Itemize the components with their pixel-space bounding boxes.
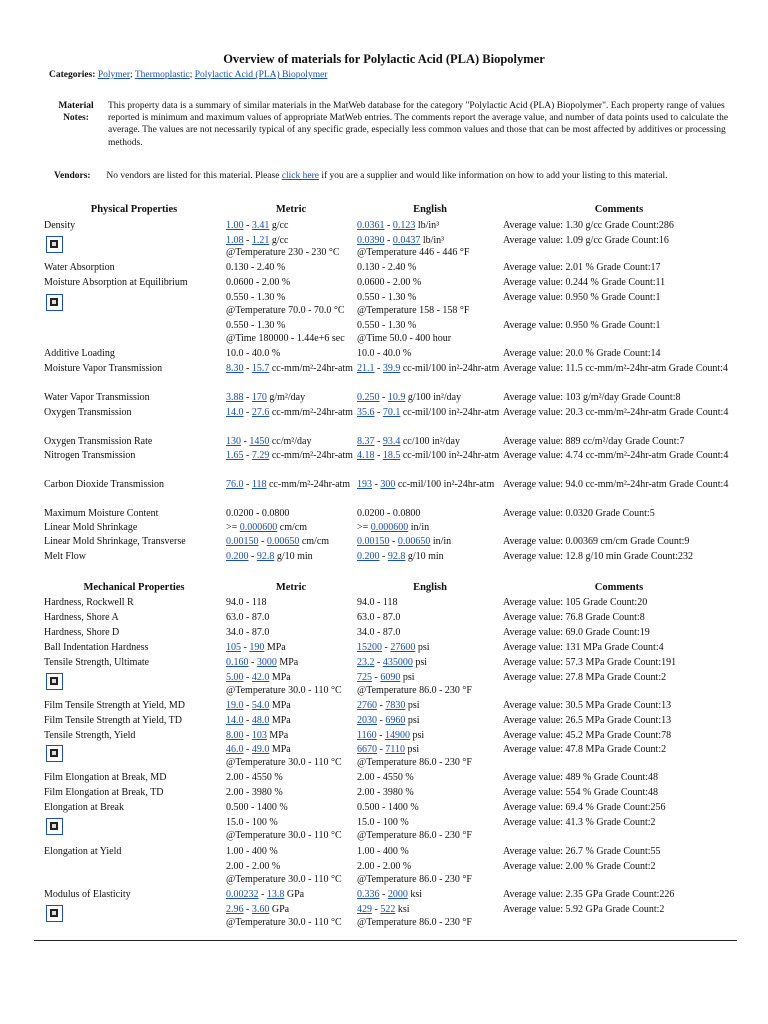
value-link[interactable]: 2030	[357, 715, 377, 726]
comment-text: Average value: 105 Grade Count:20	[503, 597, 648, 608]
value-link[interactable]: 0.160	[226, 657, 249, 668]
value-link[interactable]: 1.21	[251, 235, 270, 246]
property-row	[0, 363, 768, 377]
comment-text: Average value: 20.0 % Grade Count:14	[503, 348, 661, 359]
comment-text: Average value: 69.4 % Grade Count:256	[503, 802, 666, 813]
value-link[interactable]: 7830	[385, 700, 406, 711]
property-name: Oxygen Transmission Rate	[44, 436, 153, 447]
property-row	[0, 292, 768, 306]
property-row	[0, 247, 768, 261]
english-value: 0.550 - 1.30 %	[357, 292, 417, 303]
english-value: 23.2 - 435000 psi	[357, 657, 428, 668]
english-value: 0.200 - 92.8 g/10 min	[357, 551, 444, 562]
property-row	[0, 917, 768, 931]
metric-value: 2.00 - 4550 %	[226, 772, 283, 783]
english-value: @Temperature 86.0 - 230 °F	[357, 917, 472, 928]
property-row	[0, 715, 768, 729]
english-value: 0.336 - 2000 ksi	[357, 889, 423, 900]
property-row	[0, 522, 768, 536]
value-link[interactable]: 105	[226, 642, 241, 653]
value-link[interactable]: 0.0390	[357, 235, 385, 246]
value-link[interactable]: 39.9	[382, 363, 401, 374]
value-link[interactable]: 4.18	[357, 450, 375, 461]
metric-value: 105 - 190 MPa	[226, 642, 286, 653]
value-link[interactable]: 0.00150	[357, 536, 390, 547]
value-link[interactable]: 15.7	[251, 363, 270, 374]
property-name: Maximum Moisture Content	[44, 508, 159, 519]
comment-text: Average value: 0.244 % Grade Count:11	[503, 277, 666, 288]
value-link[interactable]: 0.000600	[370, 522, 409, 533]
value-link[interactable]: 1.65	[226, 450, 244, 461]
value-link[interactable]: 0.0361	[357, 220, 385, 231]
property-name: Water Vapor Transmission	[44, 392, 150, 403]
value-link[interactable]: 5.00	[226, 672, 244, 683]
english-value: 0.0600 - 2.00 %	[357, 277, 422, 288]
chart-icon[interactable]	[46, 673, 63, 690]
property-row	[0, 730, 768, 744]
comment-text: Average value: 1.30 g/cc Grade Count:286	[503, 220, 674, 231]
metric-value: 14.0 - 48.0 MPa	[226, 715, 291, 726]
english-value: 2.00 - 3980 %	[357, 787, 414, 798]
comment-text: Average value: 889 cc/m²/day Grade Count:7	[503, 436, 685, 447]
english-value: @Temperature 158 - 158 °F	[357, 305, 470, 316]
property-row	[0, 757, 768, 771]
value-link[interactable]: 15200	[357, 642, 382, 653]
comment-text: Average value: 2.01 % Grade Count:17	[503, 262, 661, 273]
value-link[interactable]: 0.00150	[226, 536, 259, 547]
value-link[interactable]: 435000	[382, 657, 413, 668]
english-value: @Temperature 86.0 - 230 °F	[357, 830, 472, 841]
comment-text: Average value: 41.3 % Grade Count:2	[503, 817, 656, 828]
comment-text: Average value: 47.8 MPa Grade Count:2	[503, 744, 667, 755]
property-row	[0, 262, 768, 276]
value-link[interactable]: 0.200	[357, 551, 380, 562]
comments-heading: Comments	[594, 204, 644, 215]
click-here-link[interactable]: click here	[281, 171, 319, 181]
english-value: 63.0 - 87.0	[357, 612, 401, 623]
english-value: 94.0 - 118	[357, 597, 398, 608]
english-value: 2760 - 7830 psi	[357, 700, 420, 711]
metric-value: 34.0 - 87.0	[226, 627, 270, 638]
metric-value: @Temperature 30.0 - 110 °C	[226, 757, 342, 768]
property-row	[0, 392, 768, 406]
english-value: 1160 - 14900 psi	[357, 730, 425, 741]
english-heading: English	[413, 582, 447, 593]
comment-text: Average value: 57.3 MPa Grade Count:191	[503, 657, 677, 668]
value-link[interactable]: 118	[251, 479, 267, 490]
metric-value: 8.30 - 15.7 cc-mm/m²-24hr-atm	[226, 363, 353, 374]
value-link[interactable]: 27.6	[251, 407, 270, 418]
property-name: Hardness, Shore A	[44, 612, 119, 623]
physical-properties-heading: Physical Properties	[90, 204, 178, 215]
value-link[interactable]: 2000	[387, 889, 408, 900]
property-name: Water Absorption	[44, 262, 115, 273]
metric-value: 14.0 - 27.6 cc-mm/m²-24hr-atm	[226, 407, 353, 418]
metric-value: @Temperature 30.0 - 110 °C	[226, 685, 342, 696]
property-row	[0, 612, 768, 626]
comment-text: Average value: 0.00369 cm/cm Grade Count:9	[503, 536, 690, 547]
english-value: 0.500 - 1400 %	[357, 802, 419, 813]
property-name: Elongation at Break	[44, 802, 124, 813]
vendors-row	[54, 171, 668, 181]
comment-text: Average value: 76.8 Grade Count:8	[503, 612, 645, 623]
value-link[interactable]: 2.96	[226, 904, 244, 915]
property-row	[0, 700, 768, 714]
property-row	[0, 305, 768, 319]
property-row	[0, 436, 768, 450]
value-link[interactable]: 0.00650	[397, 536, 431, 547]
english-value: 0.0361 - 0.123 lb/in³	[357, 220, 440, 231]
value-link[interactable]: 23.2	[357, 657, 375, 668]
metric-value: 1.08 - 1.21 g/cc	[226, 235, 289, 246]
english-value: @Temperature 86.0 - 230 °F	[357, 685, 472, 696]
chart-icon[interactable]	[46, 905, 63, 922]
metric-value: 15.0 - 100 %	[226, 817, 278, 828]
metric-value: 0.500 - 1400 %	[226, 802, 288, 813]
chart-icon[interactable]	[46, 818, 63, 835]
value-link[interactable]: 1.00	[226, 220, 244, 231]
property-row	[0, 802, 768, 816]
metric-value: 0.200 - 92.8 g/10 min	[226, 551, 313, 562]
property-row	[0, 685, 768, 699]
value-link[interactable]: 48.0	[251, 715, 270, 726]
value-link[interactable]: 46.0	[226, 744, 244, 755]
mechanical-header-row	[0, 582, 768, 596]
metric-value: 46.0 - 49.0 MPa	[226, 744, 291, 755]
value-link[interactable]: 19.0	[226, 700, 244, 711]
value-link[interactable]: 193	[357, 479, 372, 490]
value-link[interactable]: 0.123	[392, 220, 416, 231]
metric-value: 0.0600 - 2.00 %	[226, 277, 291, 288]
metric-value: 19.0 - 54.0 MPa	[226, 700, 291, 711]
divider	[34, 940, 737, 941]
english-value: 35.6 - 70.1 cc-mil/100 in²-24hr-atm	[357, 407, 500, 418]
comment-text: Average value: 0.950 % Grade Count:1	[503, 292, 661, 303]
property-row	[0, 277, 768, 291]
english-value: 0.550 - 1.30 %	[357, 320, 417, 331]
comments-heading: Comments	[594, 582, 644, 593]
vendors-text-after: if you are a supplier and would like information on how to add your listing to this material.	[319, 171, 668, 181]
property-name: Melt Flow	[44, 551, 86, 562]
property-row	[0, 450, 768, 464]
property-name: Density	[44, 220, 76, 231]
property-row	[0, 407, 768, 421]
value-link[interactable]: 8.00	[226, 730, 244, 741]
property-row	[0, 333, 768, 347]
value-link[interactable]: 1.08	[226, 235, 244, 246]
property-row	[0, 348, 768, 362]
english-value: 429 - 522 ksi	[357, 904, 410, 915]
metric-value: 130 - 1450 cc/m²/day	[226, 436, 312, 447]
metric-value: 2.00 - 2.00 %	[226, 861, 281, 872]
property-row	[0, 889, 768, 903]
value-link[interactable]: 6670	[357, 744, 377, 755]
property-row	[0, 846, 768, 860]
property-row	[0, 642, 768, 656]
property-row	[0, 627, 768, 641]
metric-value: @Temperature 230 - 230 °C	[226, 247, 340, 258]
property-name: Film Elongation at Break, MD	[44, 772, 167, 783]
value-link[interactable]: 130	[226, 436, 241, 447]
property-row	[0, 508, 768, 522]
property-name: Tensile Strength, Ultimate	[44, 657, 150, 668]
mechanical-properties-heading: Mechanical Properties	[83, 582, 185, 593]
metric-value: 63.0 - 87.0	[226, 612, 270, 623]
metric-heading: Metric	[275, 582, 307, 593]
value-link[interactable]: 35.6	[357, 407, 375, 418]
english-value: 34.0 - 87.0	[357, 627, 401, 638]
metric-value: 0.00150 - 0.00650 cm/cm	[226, 536, 330, 547]
comment-text: Average value: 0.950 % Grade Count:1	[503, 320, 661, 331]
property-name: Hardness, Rockwell R	[44, 597, 134, 608]
value-link[interactable]: 27600	[390, 642, 416, 653]
english-value: 10.0 - 40.0 %	[357, 348, 412, 359]
english-value: 15200 - 27600 psi	[357, 642, 430, 653]
value-link[interactable]: 92.8	[256, 551, 275, 562]
metric-value: 94.0 - 118	[226, 597, 267, 608]
metric-value: 0.160 - 3000 MPa	[226, 657, 299, 668]
comment-text: Average value: 4.74 cc-mm/m²-24hr-atm Grade Count:4	[503, 450, 729, 461]
value-link[interactable]: 0.00232	[226, 889, 259, 900]
property-name: Film Elongation at Break, TD	[44, 787, 164, 798]
value-link[interactable]: 429	[357, 904, 372, 915]
metric-value: 3.88 - 170 g/m²/day	[226, 392, 306, 403]
value-link[interactable]: 0.200	[226, 551, 249, 562]
chart-icon[interactable]	[46, 745, 63, 762]
property-name: Modulus of Elasticity	[44, 889, 131, 900]
english-value: 2030 - 6960 psi	[357, 715, 420, 726]
metric-heading: Metric	[275, 204, 307, 215]
english-value: @Temperature 86.0 - 230 °F	[357, 757, 472, 768]
value-link[interactable]: 6960	[385, 715, 406, 726]
value-link[interactable]: 54.0	[251, 700, 270, 711]
value-link[interactable]: 7.29	[251, 450, 270, 461]
property-name: Linear Mold Shrinkage	[44, 522, 138, 533]
value-link[interactable]: 522	[380, 904, 396, 915]
value-link[interactable]: 10.9	[387, 392, 406, 403]
value-link[interactable]: 21.1	[357, 363, 375, 374]
property-row	[0, 817, 768, 831]
metric-value: 0.0200 - 0.0800	[226, 508, 290, 519]
material-notes	[54, 100, 740, 149]
metric-value: 1.65 - 7.29 cc-mm/m²-24hr-atm	[226, 450, 353, 461]
english-value: 0.00150 - 0.00650 in/in	[357, 536, 452, 547]
value-link[interactable]: 18.5	[382, 450, 401, 461]
english-value: 15.0 - 100 %	[357, 817, 409, 828]
metric-value: 0.130 - 2.40 %	[226, 262, 286, 273]
property-name: Linear Mold Shrinkage, Transverse	[44, 536, 186, 547]
property-name: Film Tensile Strength at Yield, MD	[44, 700, 185, 711]
metric-value: >= 0.000600 cm/cm	[226, 522, 307, 533]
value-link[interactable]: 14.0	[226, 715, 244, 726]
property-name: Nitrogen Transmission	[44, 450, 136, 461]
value-link[interactable]: 103	[251, 730, 267, 741]
property-row	[0, 744, 768, 758]
property-row	[0, 861, 768, 875]
value-link[interactable]: 92.8	[387, 551, 406, 562]
property-row	[0, 772, 768, 786]
english-value: 2.00 - 2.00 %	[357, 861, 412, 872]
comment-text: Average value: 69.0 Grade Count:19	[503, 627, 650, 638]
english-value: @Temperature 446 - 446 °F	[357, 247, 470, 258]
property-row	[0, 657, 768, 671]
category-link-thermoplastic[interactable]: Thermoplastic	[134, 70, 190, 80]
metric-value: 0.00232 - 13.8 GPa	[226, 889, 305, 900]
value-link[interactable]: 0.336	[357, 889, 380, 900]
comment-text: Average value: 11.5 cc-mm/m²-24hr-atm Grade Count:4	[503, 363, 728, 374]
comment-text: Average value: 103 g/m²/day Grade Count:8	[503, 392, 681, 403]
value-link[interactable]: 76.0	[226, 479, 244, 490]
property-name: Oxygen Transmission	[44, 407, 132, 418]
comment-text: Average value: 0.0320 Grade Count:5	[503, 508, 655, 519]
property-name: Moisture Vapor Transmission	[44, 363, 163, 374]
property-name: Elongation at Yield	[44, 846, 122, 857]
metric-value: 8.00 - 103 MPa	[226, 730, 289, 741]
metric-value: 76.0 - 118 cc-mm/m²-24hr-atm	[226, 479, 351, 490]
value-link[interactable]: 0.000600	[239, 522, 278, 533]
category-link-polymer[interactable]: Polymer	[97, 70, 131, 80]
value-link[interactable]: 93.4	[382, 436, 401, 447]
comment-text: Average value: 45.2 MPa Grade Count:78	[503, 730, 672, 741]
english-value: 21.1 - 39.9 cc-mil/100 in²-24hr-atm	[357, 363, 500, 374]
metric-value: @Time 180000 - 1.44e+6 sec	[226, 333, 345, 344]
property-row	[0, 551, 768, 565]
metric-value: 5.00 - 42.0 MPa	[226, 672, 291, 683]
value-link[interactable]: 190	[249, 642, 265, 653]
property-name: Tensile Strength, Yield	[44, 730, 136, 741]
english-value: 193 - 300 cc-mil/100 in²-24hr-atm	[357, 479, 495, 490]
english-heading: English	[413, 204, 447, 215]
value-link[interactable]: 1450	[249, 436, 270, 447]
comment-text: Average value: 26.5 MPa Grade Count:13	[503, 715, 672, 726]
comment-text: Average value: 26.7 % Grade Count:55	[503, 846, 661, 857]
metric-value: 0.550 - 1.30 %	[226, 320, 286, 331]
comment-text: Average value: 12.8 g/10 min Grade Count:232	[503, 551, 694, 562]
value-link[interactable]: 300	[380, 479, 396, 490]
property-row	[0, 597, 768, 611]
value-link[interactable]: 170	[251, 392, 267, 403]
property-row	[0, 220, 768, 234]
chart-icon[interactable]	[46, 294, 63, 311]
value-link[interactable]: 0.0437	[392, 235, 421, 246]
property-name: Carbon Dioxide Transmission	[44, 479, 165, 490]
value-link[interactable]: 3000	[256, 657, 277, 668]
property-row	[0, 536, 768, 550]
value-link[interactable]: 13.8	[266, 889, 285, 900]
value-link[interactable]: 42.0	[251, 672, 270, 683]
english-value: 1.00 - 400 %	[357, 846, 409, 857]
metric-value: 1.00 - 400 %	[226, 846, 278, 857]
english-value: 0.250 - 10.9 g/100 in²/day	[357, 392, 462, 403]
metric-value: 2.96 - 3.60 GPa	[226, 904, 290, 915]
metric-value: @Temperature 30.0 - 110 °C	[226, 917, 342, 928]
material-notes-text: This property data is a summary of similar materials in the MatWeb database for the category "Polylactic Acid (PLA) Biopolymer". Each property range of values reported is minimum and maximum values of appropriate MatWeb entries. The comments report the average value, and number of data points used to calculate the average. The values are not necessarily typical of any specific grade, especially less common values and those that can be most affected by additives or processing methods.	[108, 101, 729, 148]
material-notes-label: Material Notes:	[58, 101, 94, 123]
category-link-pla[interactable]: Polylactic Acid (PLA) Biopolymer	[194, 70, 328, 80]
value-link[interactable]: 6090	[380, 672, 401, 683]
english-value: @Time 50.0 - 400 hour	[357, 333, 452, 344]
property-row	[0, 672, 768, 686]
english-value: >= 0.000600 in/in	[357, 522, 430, 533]
comment-text: Average value: 2.00 % Grade Count:2	[503, 861, 656, 872]
metric-value: @Temperature 30.0 - 110 °C	[226, 830, 342, 841]
metric-value: @Temperature 30.0 - 110 °C	[226, 874, 342, 885]
metric-value: 2.00 - 3980 %	[226, 787, 283, 798]
comment-text: Average value: 131 MPa Grade Count:4	[503, 642, 664, 653]
value-link[interactable]: 8.37	[357, 436, 375, 447]
property-row	[0, 874, 768, 888]
comment-text: Average value: 94.0 cc-mm/m²-24hr-atm Grade Count:4	[503, 479, 729, 490]
property-name: Additive Loading	[44, 348, 115, 359]
value-link[interactable]: 14900	[384, 730, 410, 741]
metric-value: @Temperature 70.0 - 70.0 °C	[226, 305, 345, 316]
property-name: Moisture Absorption at Equilibrium	[44, 277, 188, 288]
comment-text: Average value: 27.8 MPa Grade Count:2	[503, 672, 667, 683]
value-link[interactable]: 3.88	[226, 392, 244, 403]
comment-text: Average value: 2.35 GPa Grade Count:226	[503, 889, 675, 900]
value-link[interactable]: 0.250	[357, 392, 380, 403]
english-value: 0.130 - 2.40 %	[357, 262, 417, 273]
categories-row: Categories: Polymer; Thermoplastic; Polylactic Acid (PLA) Biopolymer	[49, 70, 328, 80]
property-name: Hardness, Shore D	[44, 627, 120, 638]
property-row	[0, 787, 768, 801]
english-value: 0.0390 - 0.0437 lb/in³	[357, 235, 445, 246]
vendors-label: Vendors:	[54, 171, 91, 181]
physical-header-row	[0, 204, 768, 218]
value-link[interactable]: 2760	[357, 700, 377, 711]
english-value: 725 - 6090 psi	[357, 672, 415, 683]
metric-value: 1.00 - 3.41 g/cc	[226, 220, 289, 231]
property-name: Film Tensile Strength at Yield, TD	[44, 715, 182, 726]
value-link[interactable]: 1160	[357, 730, 377, 741]
property-row	[0, 904, 768, 918]
value-link[interactable]: 7110	[385, 744, 405, 755]
value-link[interactable]: 0.00650	[266, 536, 300, 547]
property-row	[0, 320, 768, 334]
comment-text: Average value: 1.09 g/cc Grade Count:16	[503, 235, 669, 246]
english-value: 4.18 - 18.5 cc-mil/100 in²-24hr-atm	[357, 450, 500, 461]
english-value: @Temperature 86.0 - 230 °F	[357, 874, 472, 885]
metric-value: 0.550 - 1.30 %	[226, 292, 286, 303]
value-link[interactable]: 3.60	[251, 904, 270, 915]
metric-value: 10.0 - 40.0 %	[226, 348, 281, 359]
value-link[interactable]: 725	[357, 672, 372, 683]
comment-text: Average value: 489 % Grade Count:48	[503, 772, 659, 783]
comment-text: Average value: 5.92 GPa Grade Count:2	[503, 904, 665, 915]
value-link[interactable]: 8.30	[226, 363, 244, 374]
categories-label: Categories:	[49, 70, 96, 80]
property-name: Ball Indentation Hardness	[44, 642, 149, 653]
comment-text: Average value: 20.3 cc-mm/m²-24hr-atm Grade Count:4	[503, 407, 729, 418]
property-row	[0, 830, 768, 844]
page-title: Overview of materials for Polylactic Acid (PLA) Biopolymer	[223, 52, 545, 66]
value-link[interactable]: 70.1	[382, 407, 401, 418]
english-value: 2.00 - 4550 %	[357, 772, 414, 783]
property-row	[0, 479, 768, 493]
value-link[interactable]: 3.41	[251, 220, 270, 231]
value-link[interactable]: 14.0	[226, 407, 244, 418]
comment-text: Average value: 30.5 MPa Grade Count:13	[503, 700, 672, 711]
english-value: 0.0200 - 0.0800	[357, 508, 421, 519]
english-value: 6670 - 7110 psi	[357, 744, 420, 755]
vendors-text-before: No vendors are listed for this material. Please	[106, 171, 282, 181]
comment-text: Average value: 554 % Grade Count:48	[503, 787, 659, 798]
chart-icon[interactable]	[46, 236, 63, 253]
value-link[interactable]: 49.0	[251, 744, 270, 755]
english-value: 8.37 - 93.4 cc/100 in²/day	[357, 436, 460, 447]
